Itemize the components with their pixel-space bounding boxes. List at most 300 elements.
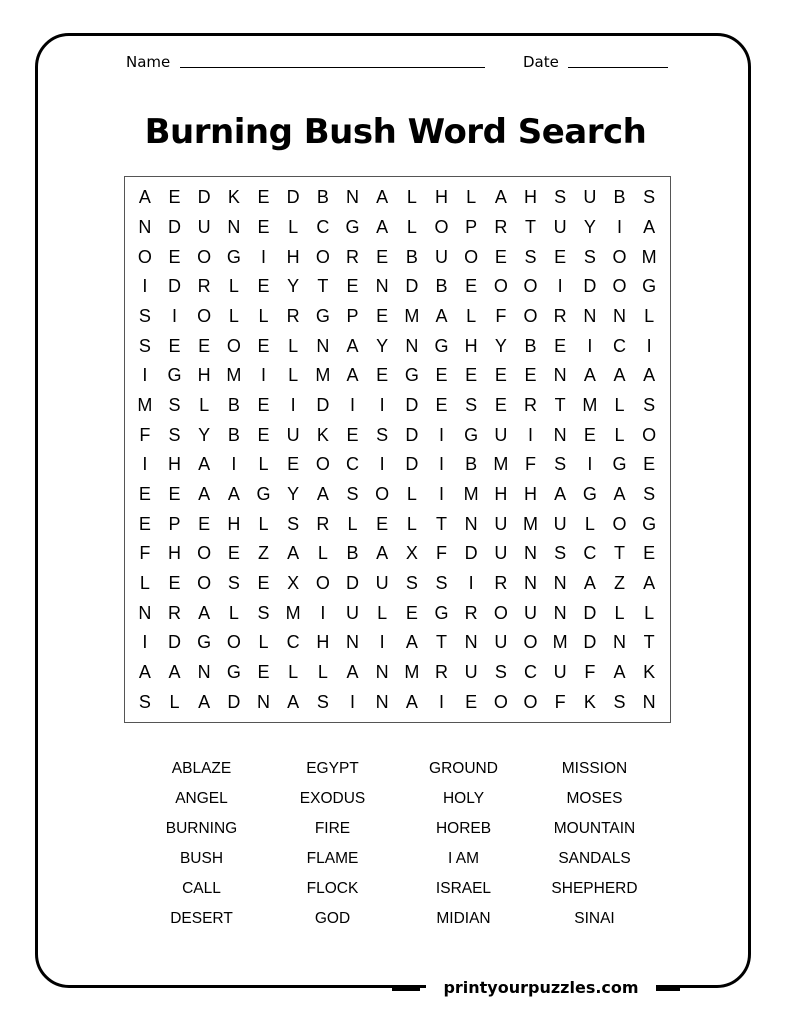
grid-letter: O — [197, 246, 212, 267]
grid-letter: G — [256, 483, 271, 504]
grid-letter: A — [198, 691, 211, 712]
grid-letter: I — [379, 394, 385, 415]
grid-letter: D — [405, 394, 419, 415]
grid-letter: O — [226, 335, 241, 356]
grid-letter: Z — [613, 572, 625, 593]
grid-letter: P — [465, 216, 478, 237]
grid-letter: O — [493, 691, 508, 712]
grid-letter: A — [554, 483, 567, 504]
grid-letter: M — [522, 513, 538, 534]
grid-letter: D — [167, 632, 181, 653]
grid-letter: M — [641, 246, 657, 267]
grid-letter: N — [345, 187, 359, 208]
grid-letter: L — [347, 513, 358, 534]
grid-letter: O — [612, 246, 627, 267]
grid-letter: U — [494, 632, 508, 653]
grid-letter: E — [287, 454, 300, 475]
grid-letter: S — [583, 246, 596, 267]
grid-letter: S — [257, 602, 270, 623]
grid-letter: A — [643, 365, 656, 386]
grid-letter: I — [142, 276, 148, 297]
grid-letter: F — [435, 543, 447, 564]
grid-letter: T — [554, 394, 566, 415]
word-list-item: GROUND — [429, 760, 498, 777]
grid-letter: O — [137, 246, 152, 267]
grid-letter: B — [435, 276, 448, 297]
grid-letter: L — [288, 216, 299, 237]
word-list-item: ABLAZE — [171, 760, 232, 777]
grid-letter: G — [197, 632, 212, 653]
grid-letter: N — [553, 602, 567, 623]
grid-letter: E — [643, 454, 656, 475]
grid-letter: U — [583, 187, 597, 208]
grid-letter: H — [523, 187, 537, 208]
grid-letter: D — [464, 543, 478, 564]
grid-letter: S — [494, 661, 507, 682]
grid-letter: A — [583, 572, 596, 593]
grid-letter: E — [257, 187, 270, 208]
grid-letter: B — [405, 246, 418, 267]
grid-letter: T — [435, 513, 447, 534]
grid-letter: Y — [287, 483, 300, 504]
grid-letter: A — [583, 365, 596, 386]
grid-letter: L — [169, 691, 180, 712]
grid-letter: Y — [376, 335, 389, 356]
grid-letter: F — [139, 543, 151, 564]
puzzle-grid — [130, 183, 664, 717]
grid-letter: S — [168, 394, 181, 415]
word-list-item: GOD — [314, 910, 351, 927]
grid-letter: R — [286, 305, 300, 326]
grid-letter: G — [434, 602, 449, 623]
grid-letter: G — [464, 424, 479, 445]
grid-letter: K — [583, 691, 596, 712]
grid-letter: L — [614, 394, 625, 415]
grid-letter: E — [465, 365, 478, 386]
grid-letter: U — [375, 572, 389, 593]
grid-letter: N — [405, 335, 419, 356]
grid-letter: O — [226, 632, 241, 653]
grid-letter: I — [142, 632, 148, 653]
grid-letter: E — [168, 572, 181, 593]
name-line — [180, 67, 485, 68]
grid-letter: U — [464, 661, 478, 682]
grid-letter: G — [642, 513, 657, 534]
grid-letter: O — [315, 454, 330, 475]
grid-letter: M — [463, 483, 479, 504]
grid-letter: U — [553, 216, 567, 237]
grid-letter: H — [167, 543, 181, 564]
grid-letter: Y — [494, 335, 507, 356]
grid-letter: O — [523, 305, 538, 326]
grid-letter: H — [197, 365, 211, 386]
grid-letter: O — [197, 305, 212, 326]
grid-letter: U — [523, 602, 537, 623]
grid-letter: O — [523, 276, 538, 297]
grid-letter: N — [197, 661, 211, 682]
grid-letter: N — [553, 365, 567, 386]
grid-letter: A — [643, 216, 656, 237]
grid-letter: L — [644, 305, 655, 326]
grid-letter: E — [465, 276, 478, 297]
grid-letter: A — [613, 661, 626, 682]
word-list-item: FLOCK — [306, 880, 359, 897]
date-line — [568, 67, 668, 68]
grid-letter: M — [552, 632, 568, 653]
grid-letter: O — [434, 216, 449, 237]
grid-letter: F — [495, 305, 507, 326]
word-list-item: BUSH — [179, 850, 224, 867]
grid-letter: M — [493, 454, 509, 475]
grid-letter: O — [315, 572, 330, 593]
grid-letter: E — [168, 335, 181, 356]
grid-letter: N — [138, 216, 152, 237]
grid-letter: X — [287, 572, 300, 593]
grid-letter: I — [349, 691, 355, 712]
grid-letter: E — [346, 276, 359, 297]
grid-letter: S — [554, 454, 567, 475]
grid-letter: U — [345, 602, 359, 623]
grid-letter: E — [376, 246, 389, 267]
grid-letter: N — [583, 305, 597, 326]
grid-letter: D — [583, 276, 597, 297]
grid-letter: L — [199, 394, 210, 415]
grid-letter: E — [168, 187, 181, 208]
grid-letter: O — [464, 246, 479, 267]
grid-letter: B — [613, 187, 626, 208]
grid-letter: O — [642, 424, 657, 445]
grid-letter: T — [435, 632, 447, 653]
grid-letter: A — [287, 543, 300, 564]
grid-letter: I — [231, 454, 237, 475]
grid-letter: A — [138, 187, 151, 208]
grid-letter: D — [405, 276, 419, 297]
grid-letter: L — [288, 335, 299, 356]
grid-letter: A — [198, 454, 211, 475]
grid-letter: U — [494, 513, 508, 534]
grid-letter: E — [257, 661, 270, 682]
grid-letter: L — [614, 424, 625, 445]
grid-letter: H — [523, 483, 537, 504]
grid-letter: N — [553, 424, 567, 445]
grid-letter: I — [616, 216, 622, 237]
grid-letter: H — [316, 632, 330, 653]
grid-letter: E — [198, 335, 211, 356]
grid-letter: L — [406, 187, 417, 208]
grid-letter: S — [465, 394, 478, 415]
grid-letter: L — [377, 602, 388, 623]
word-list-item: CALL — [182, 880, 221, 897]
grid-letter: S — [405, 572, 418, 593]
grid-letter: N — [345, 632, 359, 653]
grid-letter: S — [168, 424, 181, 445]
grid-letter: I — [349, 394, 355, 415]
grid-letter: L — [406, 483, 417, 504]
grid-letter: S — [643, 187, 656, 208]
grid-letter: E — [494, 246, 507, 267]
word-list-item: SHEPHERD — [551, 880, 638, 897]
grid-letter: A — [643, 572, 656, 593]
word-list-item: I AM — [447, 850, 479, 867]
grid-letter: N — [642, 691, 656, 712]
grid-letter: I — [379, 454, 385, 475]
grid-letter: S — [138, 335, 151, 356]
grid-letter: E — [376, 513, 389, 534]
grid-letter: L — [258, 513, 269, 534]
grid-letter: E — [257, 276, 270, 297]
grid-letter: A — [376, 187, 389, 208]
grid-letter: A — [405, 691, 418, 712]
grid-letter: A — [287, 691, 300, 712]
grid-letter: A — [376, 216, 389, 237]
grid-letter: C — [286, 632, 300, 653]
grid-letter: C — [523, 661, 537, 682]
grid-letter: D — [583, 632, 597, 653]
grid-letter: F — [584, 661, 596, 682]
grid-letter: O — [493, 602, 508, 623]
footer-website: printyourpuzzles.com — [426, 977, 656, 999]
word-list-item: SINAI — [574, 910, 615, 927]
grid-letter: B — [227, 394, 240, 415]
grid-letter: E — [494, 394, 507, 415]
grid-letter: I — [320, 602, 326, 623]
grid-letter: E — [524, 365, 537, 386]
footer-rule-left — [392, 988, 420, 991]
grid-letter: O — [197, 572, 212, 593]
grid-letter: S — [524, 246, 537, 267]
grid-letter: E — [257, 394, 270, 415]
grid-letter: I — [587, 454, 593, 475]
grid-letter: U — [286, 424, 300, 445]
grid-letter: E — [643, 543, 656, 564]
grid-letter: N — [138, 602, 152, 623]
word-list-item: HOLY — [442, 790, 485, 807]
grid-letter: N — [523, 572, 537, 593]
grid-letter: H — [227, 513, 241, 534]
grid-letter: M — [226, 365, 242, 386]
grid-letter: U — [494, 543, 508, 564]
grid-letter: D — [405, 454, 419, 475]
grid-letter: L — [228, 602, 239, 623]
grid-letter: T — [643, 632, 655, 653]
grid-letter: G — [315, 305, 330, 326]
grid-letter: D — [197, 187, 211, 208]
grid-letter: R — [167, 602, 181, 623]
grid-letter: O — [197, 543, 212, 564]
grid-letter: C — [612, 335, 626, 356]
name-label: Name — [126, 53, 171, 71]
grid-letter: O — [612, 276, 627, 297]
grid-letter: T — [317, 276, 329, 297]
grid-letter: E — [554, 335, 567, 356]
grid-letter: S — [227, 572, 240, 593]
grid-letter: F — [554, 691, 566, 712]
grid-letter: P — [346, 305, 359, 326]
grid-letter: I — [290, 394, 296, 415]
grid-letter: E — [494, 365, 507, 386]
grid-letter: S — [554, 543, 567, 564]
grid-letter: M — [285, 602, 301, 623]
grid-letter: N — [464, 513, 478, 534]
word-list-item: EXODUS — [299, 790, 366, 807]
grid-letter: E — [376, 365, 389, 386]
grid-letter: L — [258, 632, 269, 653]
grid-letter: L — [406, 216, 417, 237]
grid-letter: U — [494, 424, 508, 445]
word-list-item: DESERT — [170, 910, 233, 927]
grid-letter: A — [227, 483, 240, 504]
grid-letter: S — [346, 483, 359, 504]
grid-letter: L — [644, 602, 655, 623]
grid-letter: K — [316, 424, 329, 445]
grid-letter: I — [438, 454, 444, 475]
grid-letter: U — [434, 246, 448, 267]
grid-letter: A — [316, 483, 329, 504]
grid-letter: L — [406, 513, 417, 534]
grid-letter: F — [139, 424, 151, 445]
grid-letter: O — [375, 483, 390, 504]
grid-letter: U — [197, 216, 211, 237]
grid-letter: L — [258, 454, 269, 475]
grid-letter: A — [168, 661, 181, 682]
grid-letter: K — [643, 661, 656, 682]
grid-letter: H — [434, 187, 448, 208]
grid-letter: A — [613, 483, 626, 504]
grid-letter: E — [583, 424, 596, 445]
grid-letter: R — [494, 572, 508, 593]
grid-letter: Y — [287, 276, 300, 297]
grid-letter: L — [288, 365, 299, 386]
grid-letter: T — [524, 216, 536, 237]
grid-letter: H — [286, 246, 300, 267]
grid-letter: E — [257, 335, 270, 356]
grid-letter: L — [466, 305, 477, 326]
grid-letter: A — [346, 661, 359, 682]
grid-letter: H — [167, 454, 181, 475]
grid-letter: I — [646, 335, 652, 356]
grid-letter: R — [316, 513, 330, 534]
grid-letter: E — [405, 602, 418, 623]
grid-letter: S — [643, 483, 656, 504]
grid-letter: E — [435, 365, 448, 386]
grid-letter: N — [227, 216, 241, 237]
grid-letter: E — [465, 691, 478, 712]
grid-letter: G — [612, 454, 627, 475]
footer-rule-right — [652, 988, 680, 991]
grid-letter: N — [612, 305, 626, 326]
grid-letter: H — [494, 483, 508, 504]
grid-letter: I — [438, 691, 444, 712]
grid-letter: E — [257, 572, 270, 593]
grid-letter: N — [316, 335, 330, 356]
grid-letter: S — [613, 691, 626, 712]
grid-letter: L — [288, 661, 299, 682]
grid-letter: G — [167, 365, 182, 386]
grid-letter: S — [138, 691, 151, 712]
grid-letter: N — [256, 691, 270, 712]
grid-letter: A — [198, 602, 211, 623]
grid-letter: M — [404, 661, 420, 682]
grid-letter: I — [527, 424, 533, 445]
word-list-item: FIRE — [314, 820, 351, 837]
grid-letter: I — [438, 424, 444, 445]
grid-letter: L — [228, 276, 239, 297]
word-list-item: HOREB — [435, 820, 492, 837]
grid-letter: M — [315, 365, 331, 386]
grid-letter: N — [553, 572, 567, 593]
grid-letter: I — [142, 365, 148, 386]
grid-letter: S — [316, 691, 329, 712]
grid-letter: M — [404, 305, 420, 326]
word-list-item: SANDALS — [558, 850, 631, 867]
grid-letter: D — [316, 394, 330, 415]
grid-letter: E — [227, 543, 240, 564]
grid-letter: L — [228, 305, 239, 326]
grid-letter: S — [435, 572, 448, 593]
grid-letter: E — [168, 483, 181, 504]
grid-letter: L — [317, 543, 328, 564]
grid-letter: C — [316, 216, 330, 237]
word-list-item: MIDIAN — [436, 910, 491, 927]
grid-letter: R — [494, 216, 508, 237]
grid-letter: I — [142, 454, 148, 475]
grid-letter: K — [227, 187, 240, 208]
grid-letter: D — [286, 187, 300, 208]
grid-letter: B — [316, 187, 329, 208]
grid-letter: O — [493, 276, 508, 297]
grid-letter: P — [168, 513, 181, 534]
page-title: Burning Bush Word Search — [144, 112, 647, 152]
grid-letter: L — [258, 305, 269, 326]
grid-letter: E — [257, 216, 270, 237]
grid-letter: U — [553, 513, 567, 534]
grid-letter: N — [375, 691, 389, 712]
word-list-item: ISRAEL — [435, 880, 492, 897]
grid-letter: F — [524, 454, 536, 475]
grid-letter: N — [464, 632, 478, 653]
grid-letter: A — [346, 335, 359, 356]
grid-letter: O — [523, 691, 538, 712]
grid-letter: E — [257, 424, 270, 445]
grid-letter: E — [554, 246, 567, 267]
grid-letter: R — [523, 394, 537, 415]
grid-letter: E — [376, 305, 389, 326]
grid-letter: E — [138, 483, 151, 504]
grid-letter: A — [198, 483, 211, 504]
grid-letter: Z — [257, 543, 269, 564]
grid-letter: N — [375, 661, 389, 682]
grid-letter: I — [587, 335, 593, 356]
grid-letter: D — [227, 691, 241, 712]
grid-letter: I — [260, 246, 266, 267]
grid-letter: E — [435, 394, 448, 415]
grid-letter: O — [612, 513, 627, 534]
grid-letter: H — [464, 335, 478, 356]
grid-letter: I — [171, 305, 177, 326]
grid-letter: N — [612, 632, 626, 653]
date-label: Date — [523, 53, 559, 71]
grid-letter: Y — [583, 216, 596, 237]
grid-letter: D — [345, 572, 359, 593]
grid-letter: U — [553, 661, 567, 682]
grid-letter: G — [404, 365, 419, 386]
grid-letter: B — [524, 335, 537, 356]
grid-letter: D — [583, 602, 597, 623]
grid-letter: E — [168, 246, 181, 267]
grid-letter: L — [584, 513, 595, 534]
grid-letter: L — [614, 602, 625, 623]
grid-letter: A — [346, 365, 359, 386]
